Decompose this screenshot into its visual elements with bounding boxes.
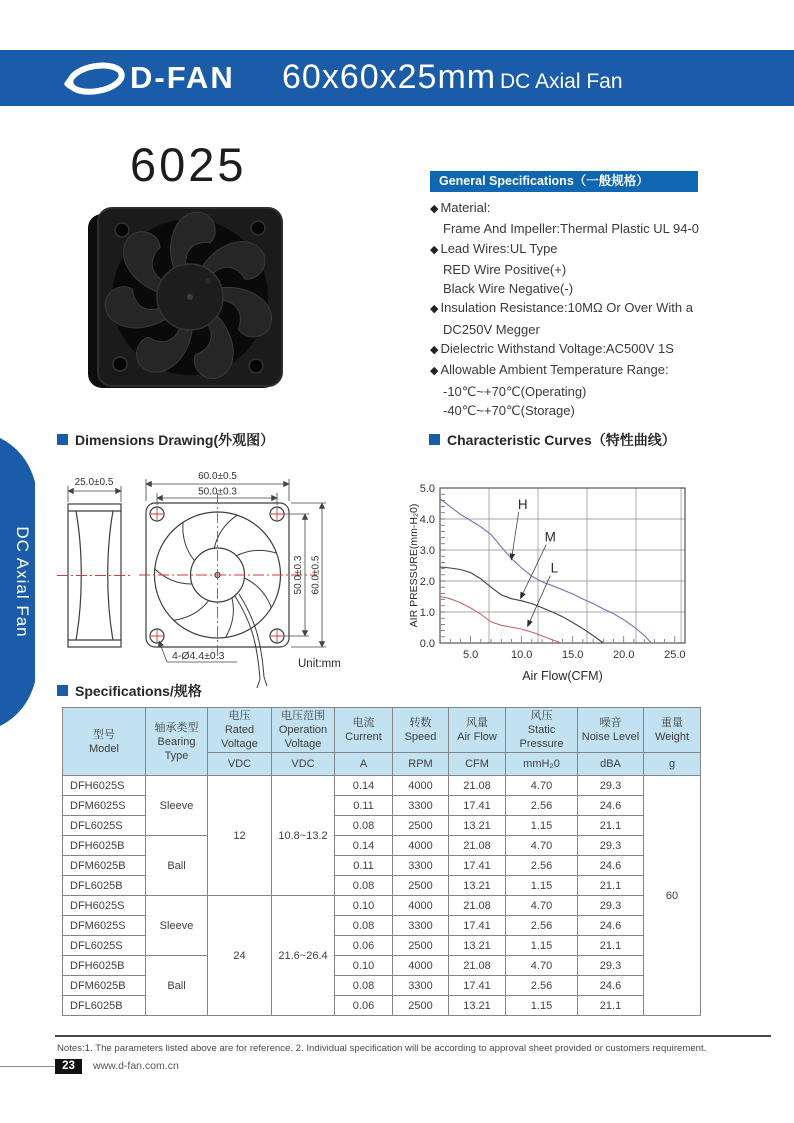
table-row: DFM6025S 0.11 3300 17.41 2.56 24.6 — [63, 796, 701, 816]
spec-item: ◆ Material: — [430, 200, 491, 215]
svg-text:3.0: 3.0 — [419, 545, 435, 557]
spec-item: ◆ Insulation Resistance:10MΩ Or Over With a — [430, 300, 693, 316]
side-tab — [0, 436, 44, 728]
diamond-bullet-icon: ◆ — [430, 243, 439, 256]
diamond-bullet-icon: ◆ — [430, 344, 439, 357]
diamond-bullet-icon: ◆ — [430, 365, 439, 378]
chart-grid — [440, 488, 685, 643]
table-row: DFM6025B 0.11 3300 17.41 2.56 24.6 — [63, 856, 701, 876]
notes-divider — [55, 1035, 771, 1037]
fan-product-photo — [86, 202, 292, 394]
table-row: DFH6025S Sleeve 12 10.8~13.2 0.14 4000 21.08 4.70 29.3 60 — [63, 776, 701, 796]
general-specs-list — [430, 198, 760, 420]
fan-side-view — [68, 504, 121, 647]
col-pressure: 风压 Static Pressure — [506, 708, 578, 753]
curve-H — [440, 499, 651, 643]
svg-text:4.0: 4.0 — [419, 514, 435, 526]
table-row: DFL6025B 0.08 2500 13.21 1.15 21.1 — [63, 876, 701, 896]
col-airflow: 风量 Air Flow — [449, 708, 506, 753]
table-row: DFH6025S Sleeve 24 21.6~26.4 0.10 4000 21.08 4.70 29.3 — [63, 896, 701, 916]
table-row: DFM6025B 0.08 3300 17.41 2.56 24.6 — [63, 976, 701, 996]
table-unit-row: VDC VDC A RPM CFM mmH₂0 dBA g — [63, 753, 701, 776]
chart-plot-border — [440, 488, 685, 643]
specs-section-title: Specifications/规格 — [57, 681, 202, 701]
svg-text:2.0: 2.0 — [419, 576, 435, 588]
brand-logo-icon — [62, 58, 126, 100]
col-weight: 重量 Weight — [644, 708, 701, 753]
col-bearing: 轴承类型 Bearing Type — [146, 708, 208, 776]
spec-item: -40℃~+70℃(Storage) — [443, 402, 575, 418]
svg-text:1.0: 1.0 — [419, 607, 435, 619]
width-outer-label: 60.0±0.5 — [198, 471, 237, 482]
diamond-bullet-icon: ◆ — [430, 203, 439, 215]
height-outer-label: 60.0±0.5 — [310, 555, 322, 595]
col-model: 型号 Model — [63, 708, 146, 776]
side-tab-label: DC Axial Fan — [13, 526, 32, 638]
svg-text:15.0: 15.0 — [561, 649, 584, 661]
hole-pitch-v-label: 50.0±0.3 — [293, 555, 304, 595]
unit-label: Unit:mm — [298, 658, 341, 670]
curve-label-H: H — [517, 497, 528, 513]
svg-text:20.0: 20.0 — [613, 649, 635, 661]
spec-item: ◆ Allowable Ambient Temperature Range: — [430, 362, 669, 378]
svg-text:5.0: 5.0 — [419, 483, 435, 495]
specifications-table — [62, 707, 701, 1016]
table-row: DFH6025B Ball 0.14 4000 21.08 4.70 29.3 — [63, 836, 701, 856]
dimensions-section-title: Dimensions Drawing(外观图） — [57, 430, 274, 450]
website-url: www.d-fan.com.cn — [93, 1060, 179, 1072]
product-size: 60x60x25mm — [282, 58, 497, 96]
curves-section-title: Characteristic Curves（特性曲线） — [429, 430, 676, 450]
table-row: DFL6025S 0.06 2500 13.21 1.15 21.1 — [63, 936, 701, 956]
dimensions-drawing — [55, 455, 405, 693]
spec-item: ◆ Dielectric Withstand Voltage:AC500V 1S — [430, 341, 674, 357]
section-square-icon — [429, 434, 440, 445]
col-noise: 噪音 Noise Level — [578, 708, 644, 753]
notes-text: Notes:1. The parameters listed above are for reference. 2. Individual specification will be according to approval sheet provided or customers requirement. — [57, 1043, 707, 1054]
table-row: DFM6025S 0.08 3300 17.41 2.56 24.6 — [63, 916, 701, 936]
table-header-row — [63, 708, 701, 753]
col-operation-voltage: 电压范围 Operation Voltage — [272, 708, 335, 753]
col-rated-voltage: 电压 Rated Voltage — [208, 708, 272, 753]
holes-label: 4-Ø4.4±0.3 — [172, 650, 225, 662]
depth-dimension — [68, 486, 121, 502]
page-badge-line — [0, 1066, 55, 1067]
chart-xlabel: Air Flow(CFM) — [522, 669, 603, 683]
curve-label-arrow — [528, 576, 551, 626]
col-current: 电流 Current — [335, 708, 393, 753]
hole-pitch-h-label: 50.0±0.3 — [198, 486, 237, 498]
model-number: 6025 — [130, 138, 247, 191]
table-row: DFL6025S 0.08 2500 13.21 1.15 21.1 — [63, 816, 701, 836]
table-row: DFL6025B 0.06 2500 13.21 1.15 21.1 — [63, 996, 701, 1016]
col-speed: 转数 Speed — [393, 708, 449, 753]
spec-item: DC250V Megger — [443, 321, 540, 337]
curve-label-L: L — [550, 560, 559, 576]
characteristic-curves-chart — [408, 462, 718, 694]
spec-item: RED Wire Positive(+) — [443, 261, 567, 277]
depth-dim-label: 25.0±0.5 — [74, 477, 114, 488]
svg-text:10.0: 10.0 — [510, 649, 533, 661]
svg-text:25.0: 25.0 — [664, 649, 686, 661]
page-number-badge: 23 — [55, 1059, 82, 1074]
diamond-bullet-icon: ◆ — [430, 303, 439, 316]
spec-item: Frame And Impeller:Thermal Plastic UL 94-0 — [443, 221, 700, 237]
spec-item: -10℃~+70℃(Operating) — [443, 383, 587, 399]
curve-label-arrow — [521, 545, 547, 598]
general-specs-header: General Specifications（一般规格） — [430, 171, 698, 192]
svg-text:0.0: 0.0 — [419, 638, 435, 650]
brand-name: D-FAN — [130, 60, 235, 95]
spec-item: Black Wire Negative(-) — [443, 281, 574, 297]
svg-text:5.0: 5.0 — [462, 649, 479, 661]
section-square-icon — [57, 434, 68, 445]
chart-ylabel: AIR PRESSURE(mm-H₂0) — [408, 503, 420, 628]
product-type: DC Axial Fan — [500, 70, 623, 93]
spec-item: ◆ Lead Wires:UL Type — [430, 240, 558, 256]
curve-L — [440, 597, 562, 644]
curve-label-M: M — [544, 529, 556, 545]
table-row: DFH6025B Ball 0.10 4000 21.08 4.70 29.3 — [63, 956, 701, 976]
